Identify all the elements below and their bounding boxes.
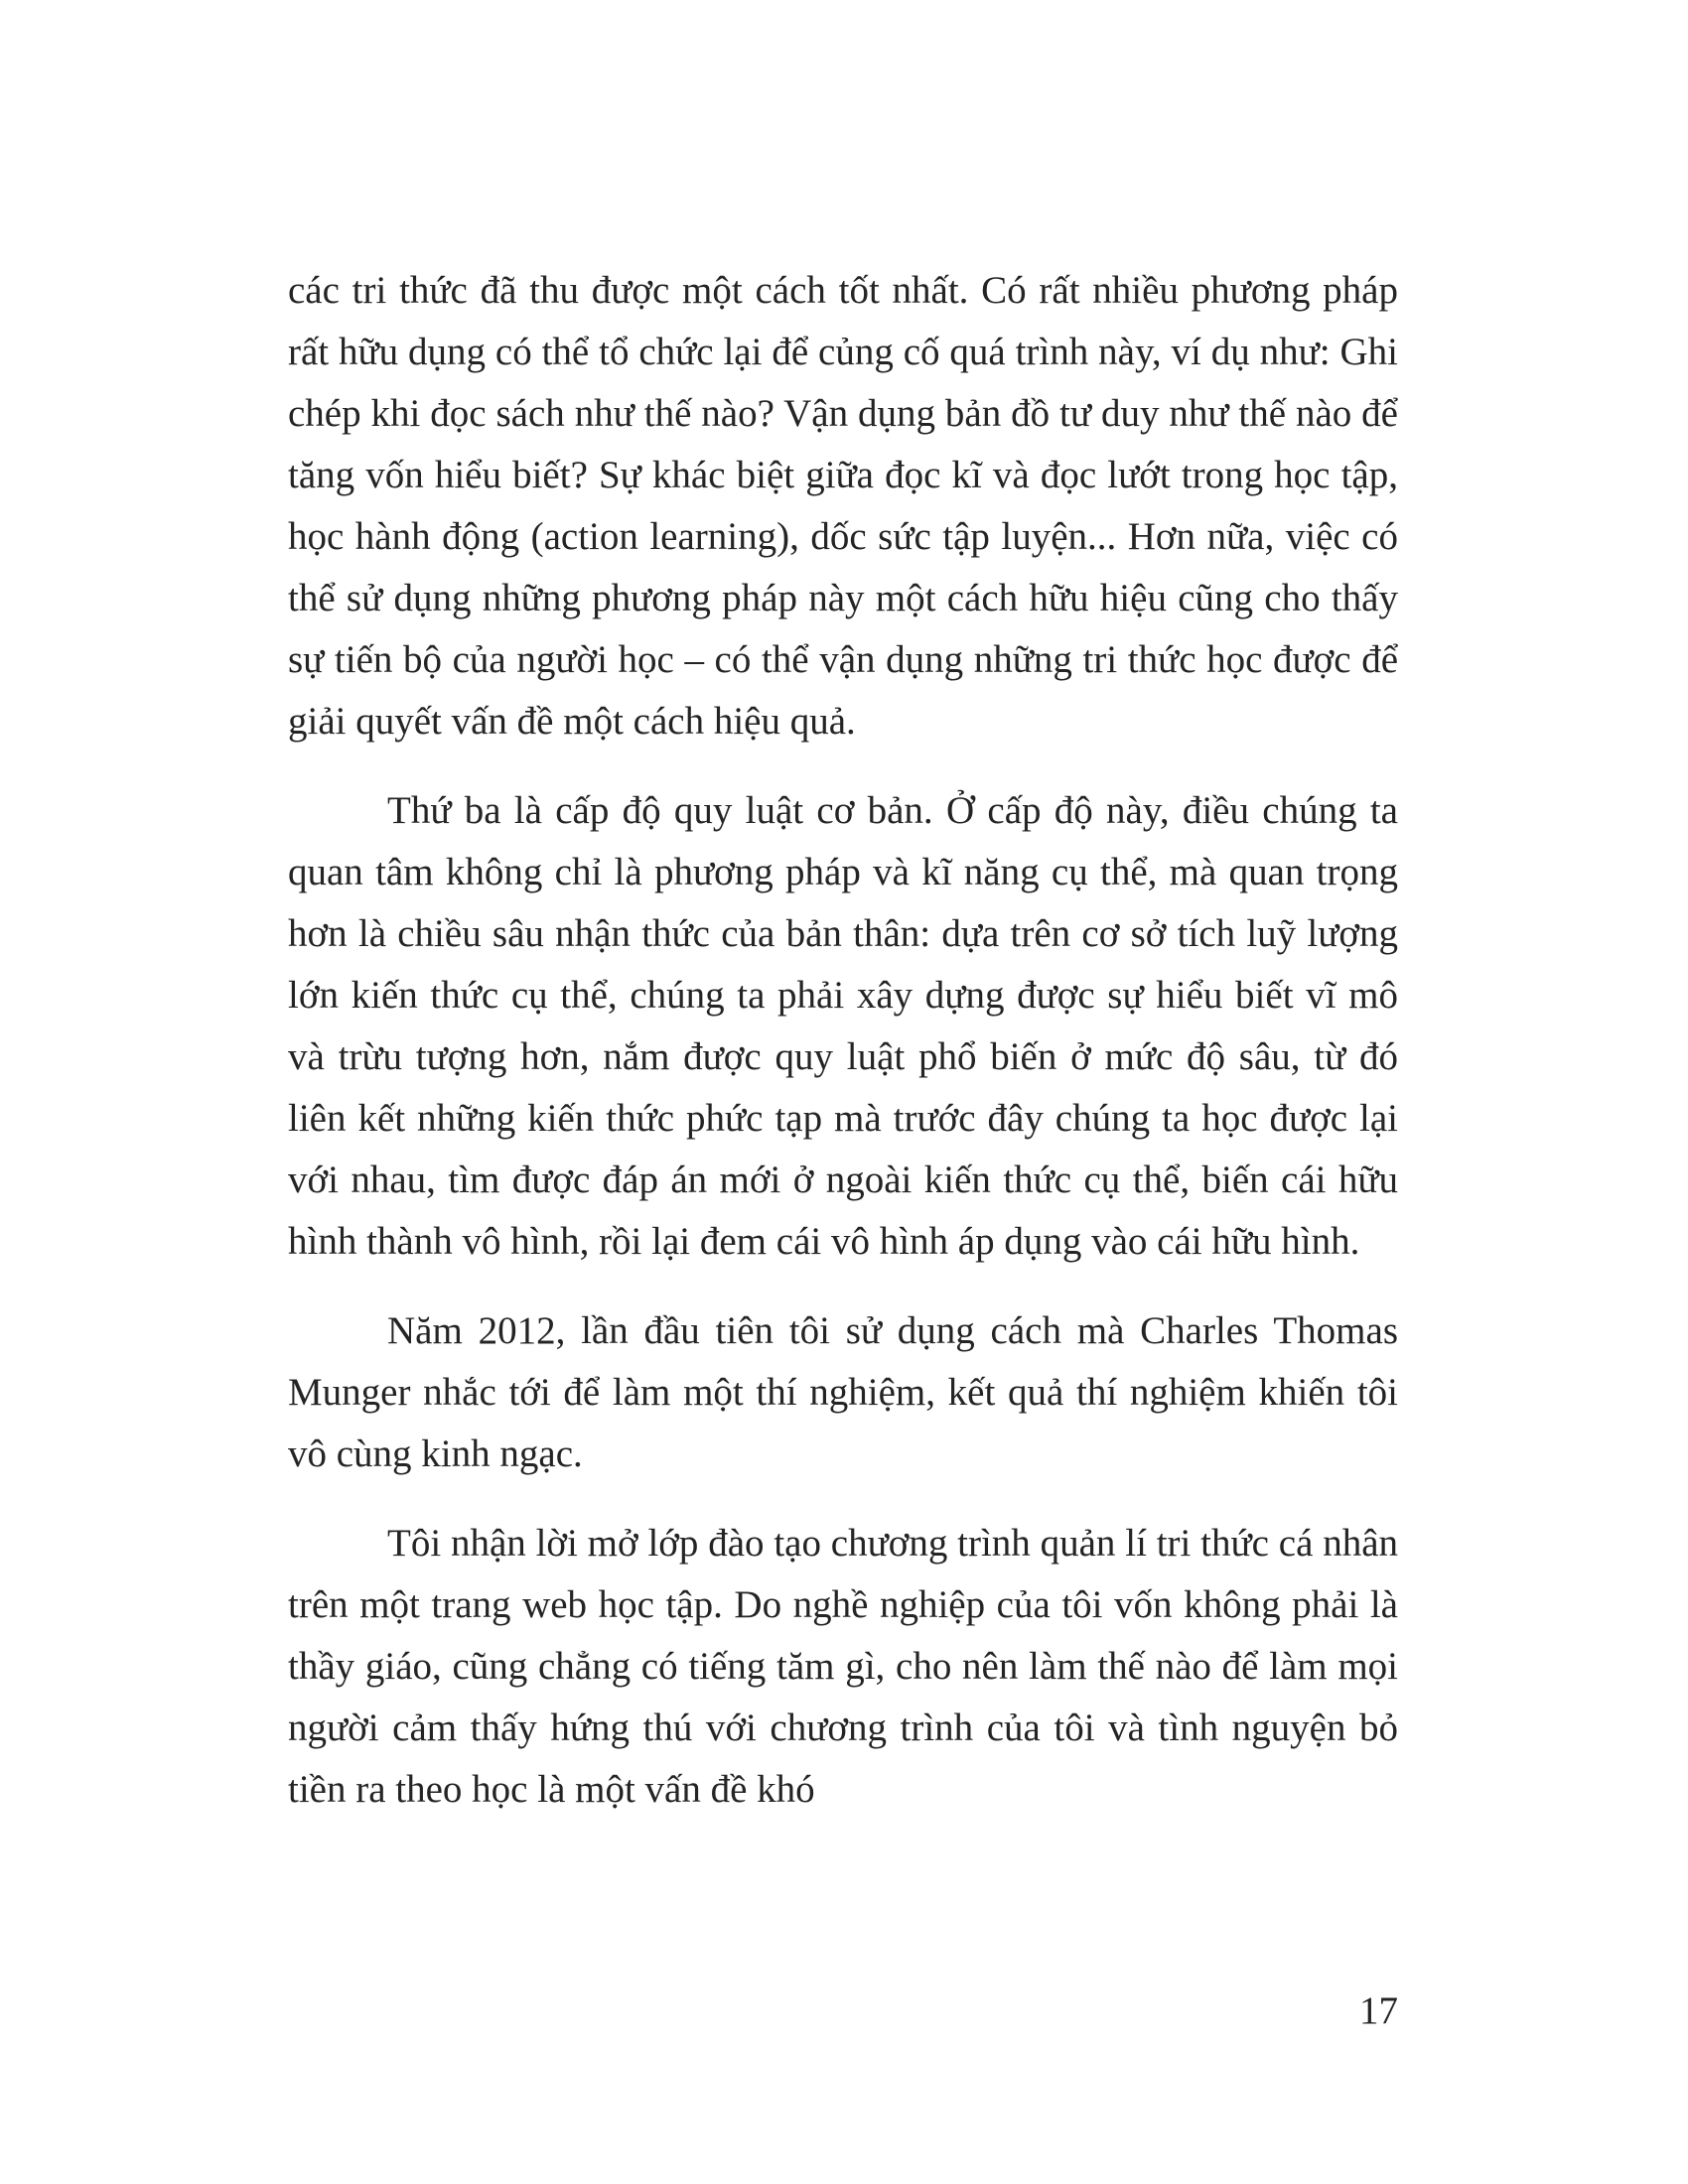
paragraph: Thứ ba là cấp độ quy luật cơ bản. Ở cấp độ này, điều chúng ta quan tâm không chỉ là phương pháp và kĩ năng cụ thể, mà quan trọng hơn là chiều sâu nhận thức của bản thân: dựa trên cơ sở tích luỹ lượng lớn kiến thức cụ thể, chúng ta phải xây dựng được sự hiểu biết vĩ mô và trừu tượng hơn, nắm được quy luật phổ biến ở mức độ sâu, từ đó liên kết những kiến thức phức tạp mà trước đây chúng ta học được lại với nhau, tìm được đáp án mới ở ngoài kiến thức cụ thể, biến cái hữu hình thành vô hình, rồi lại đem cái vô hình áp dụng vào cái hữu hình. — [288, 789, 1398, 1263]
page-number: 17 — [1359, 1989, 1398, 2032]
paragraph: các tri thức đã thu được một cách tốt nhất. Có rất nhiều phương pháp rất hữu dụng có thể tổ chức lại để củng cố quá trình này, ví dụ như: Ghi chép khi đọc sách như thế nào? Vận dụng bản đồ tư duy như thế nào để tăng vốn hiểu biết? Sự khác biệt giữa đọc kĩ và đọc lướt trong học tập, học hành động (action learning), dốc sức tập luyện... Hơn nữa, việc có thể sử dụng những phương pháp này một cách hữu hiệu cũng cho thấy sự tiến bộ của người học – có thể vận dụng những tri thức học được để giải quyết vấn đề một cách hiệu quả. — [288, 269, 1398, 743]
book-page — [288, 260, 1398, 1848]
paragraph: Tôi nhận lời mở lớp đào tạo chương trình quản lí tri thức cá nhân trên một trang web học tập. Do nghề nghiệp của tôi vốn không phải là thầy giáo, cũng chẳng có tiếng tăm gì, cho nên làm thế nào để làm mọi người cảm thấy hứng thú với chương trình của tôi và tình nguyện bỏ tiền ra theo học là một vấn đề khó — [288, 1522, 1398, 1811]
paragraph: Năm 2012, lần đầu tiên tôi sử dụng cách mà Charles Thomas Munger nhắc tới để làm một thí nghiệm, kết quả thí nghiệm khiến tôi vô cùng kinh ngạc. — [288, 1309, 1398, 1475]
